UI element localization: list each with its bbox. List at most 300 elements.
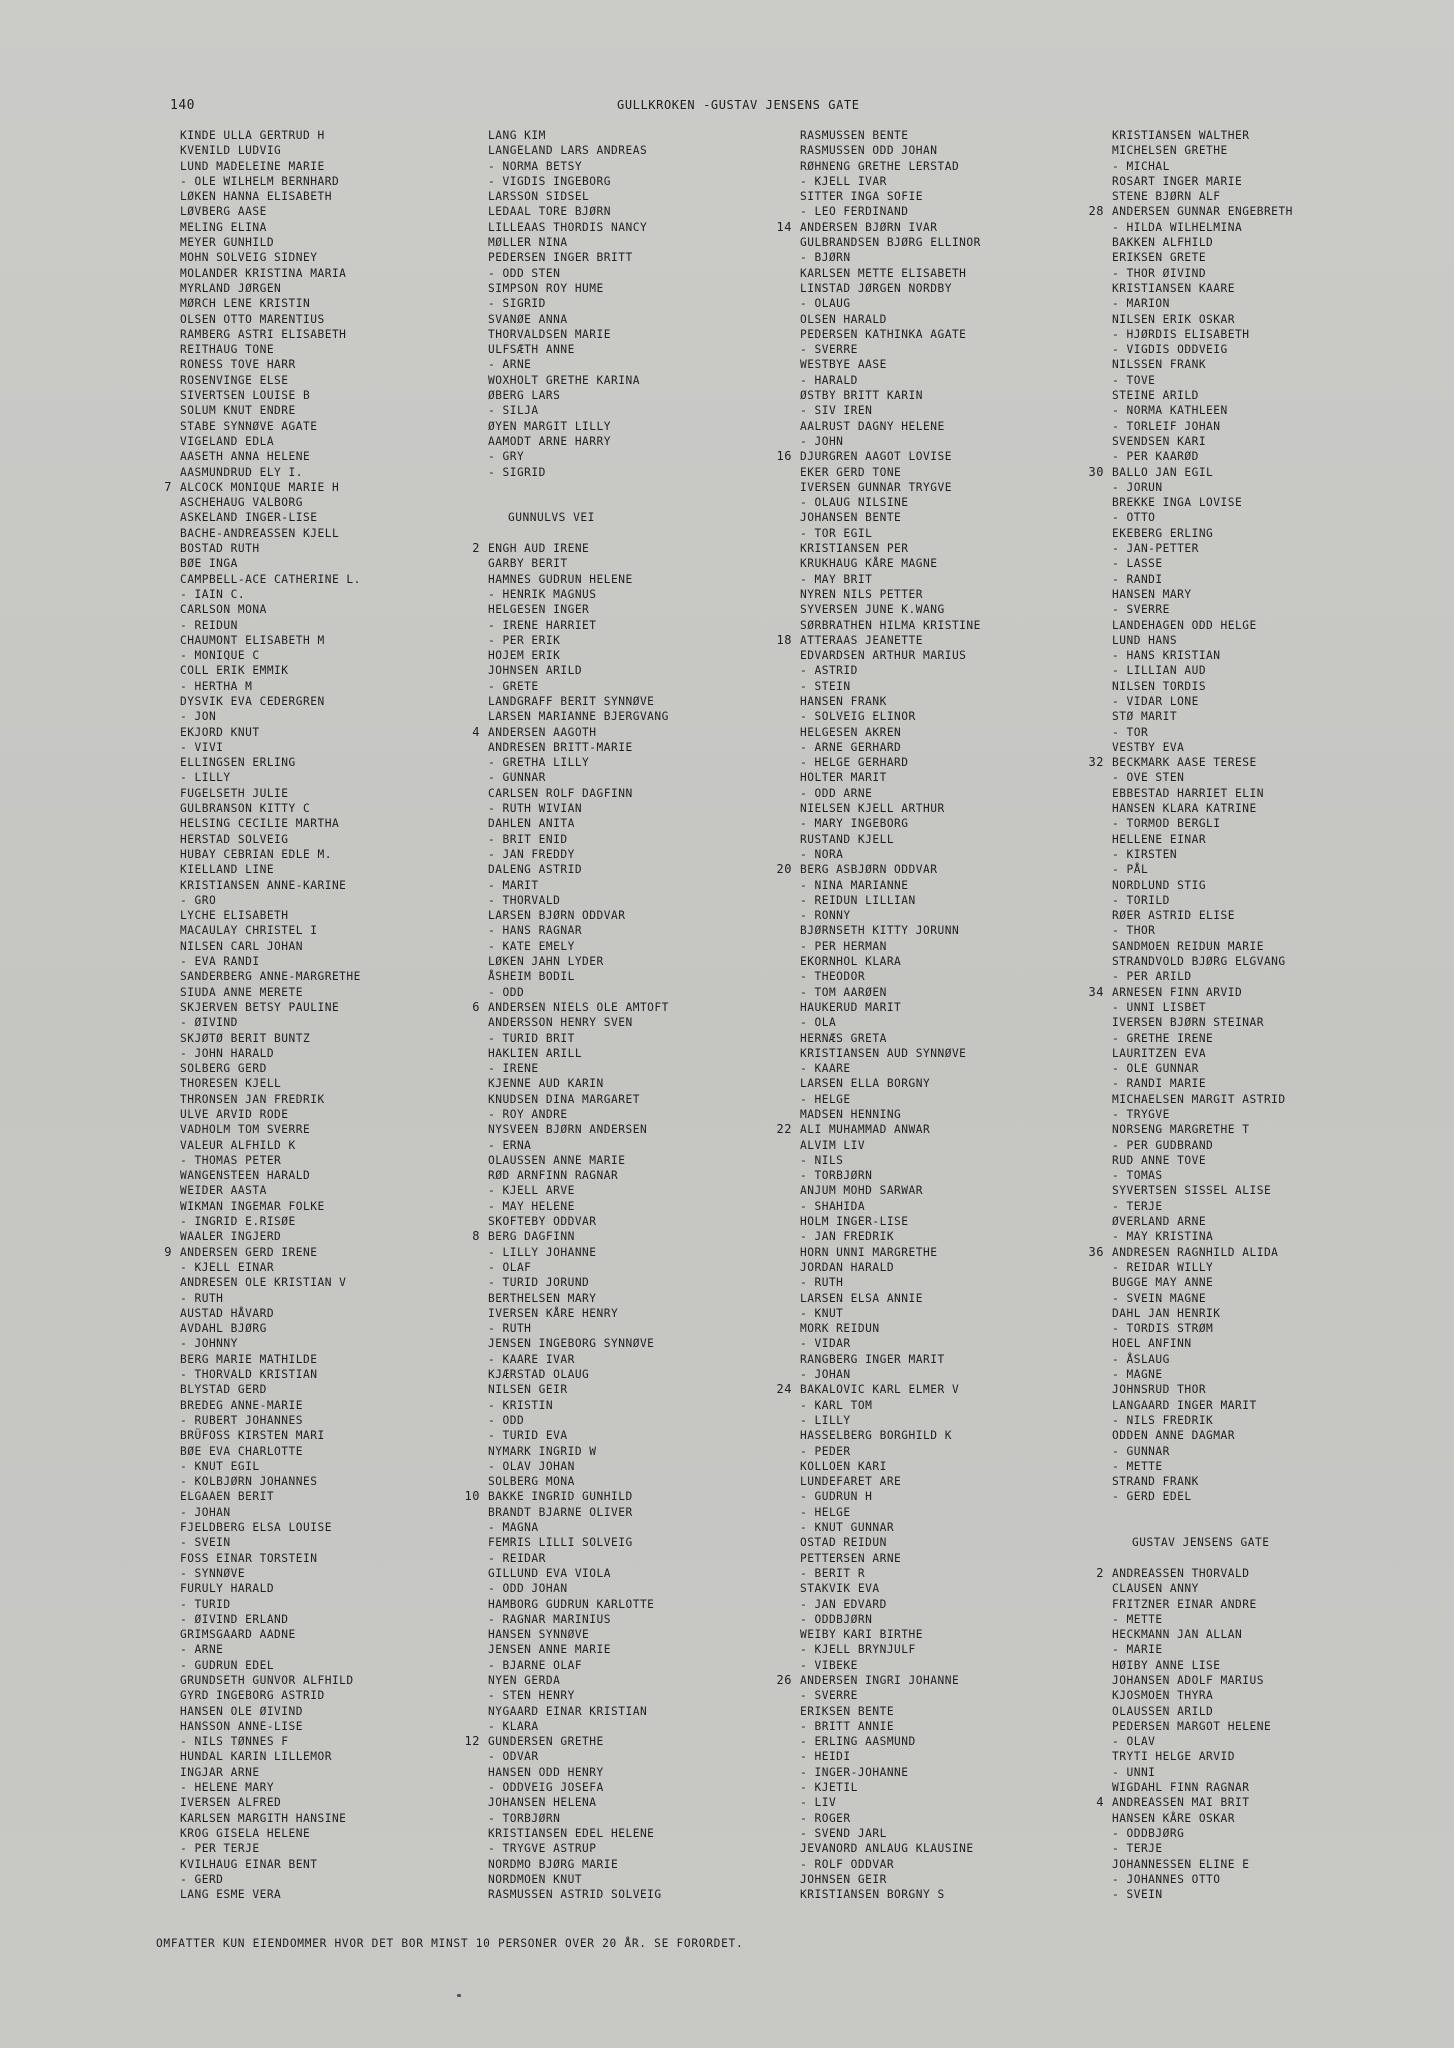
resident-name: DAHL JAN HENRIK xyxy=(1112,1306,1221,1320)
resident-row xyxy=(180,1015,470,1030)
resident-name: - OTTO xyxy=(1112,511,1156,525)
resident-row xyxy=(180,1061,470,1076)
resident-name: SITTER INGA SOFIE xyxy=(800,190,924,204)
resident-name: ANDRESEN BRITT-MARIE xyxy=(488,740,633,754)
resident-row xyxy=(180,618,470,633)
resident-name: - METTE xyxy=(1112,1612,1163,1626)
resident-row xyxy=(800,1031,1090,1046)
resident-row xyxy=(180,1413,470,1428)
resident-row xyxy=(800,204,1090,219)
resident-name: SIUDA ANNE MERETE xyxy=(180,985,304,999)
resident-name: - LILLIAN AUD xyxy=(1112,664,1207,678)
resident-name: - TURID BRIT xyxy=(488,1031,575,1045)
resident-row xyxy=(1088,984,1402,1000)
resident-row xyxy=(488,847,778,862)
resident-row xyxy=(488,908,778,923)
resident-name: BAKKE INGRID GUNHILD xyxy=(488,1490,633,1504)
resident-row xyxy=(180,526,470,541)
resident-name: KIELLAND LINE xyxy=(180,863,275,877)
resident-row xyxy=(1112,679,1402,694)
resident-row xyxy=(180,1107,470,1122)
resident-row xyxy=(180,174,470,189)
resident-name: BERG DAGFINN xyxy=(488,1230,575,1244)
resident-row xyxy=(800,618,1090,633)
resident-name: SOLBERG GERD xyxy=(180,1062,267,1076)
resident-row xyxy=(1112,1352,1402,1367)
resident-name: BØE INGA xyxy=(180,557,238,571)
resident-row xyxy=(180,786,470,801)
resident-row xyxy=(800,602,1090,617)
resident-row xyxy=(488,1428,778,1443)
resident-name: - IRENE HARRIET xyxy=(488,618,597,632)
resident-row xyxy=(180,663,470,678)
resident-name: - TORLEIF JOHAN xyxy=(1112,419,1221,433)
resident-row xyxy=(488,770,778,785)
resident-name: KINDE ULLA GERTRUD H xyxy=(180,129,325,142)
resident-name: - NORA xyxy=(800,847,844,861)
resident-row xyxy=(488,1612,778,1627)
resident-row xyxy=(800,1566,1090,1581)
resident-row xyxy=(1112,602,1402,617)
resident-row xyxy=(800,1076,1090,1091)
resident-name: HORN UNNI MARGRETHE xyxy=(800,1245,938,1259)
resident-row xyxy=(180,1719,470,1734)
resident-name: - TURID xyxy=(180,1597,231,1611)
resident-name: - KOLBJØRN JOHANNES xyxy=(180,1475,318,1489)
resident-name: THORVALDSEN MARIE xyxy=(488,327,612,341)
resident-row xyxy=(800,1229,1090,1244)
resident-name: SYVERTSEN SISSEL ALISE xyxy=(1112,1184,1272,1198)
resident-row xyxy=(800,1306,1090,1321)
resident-row xyxy=(488,1749,778,1764)
resident-row xyxy=(180,1704,470,1719)
resident-name: - KJELL EINAR xyxy=(180,1260,275,1274)
resident-name: - JOHN xyxy=(800,434,844,448)
resident-name: - VIGDIS ODDVEIG xyxy=(1112,343,1228,357)
resident-row xyxy=(800,832,1090,847)
resident-name: HAMBORG GUDRUN KARLOTTE xyxy=(488,1597,655,1611)
resident-row xyxy=(1112,388,1402,403)
resident-name: BRÜFOSS KIRSTEN MARI xyxy=(180,1429,325,1443)
resident-row xyxy=(488,1199,778,1214)
resident-row xyxy=(488,312,778,327)
resident-name: LANDEHAGEN ODD HELGE xyxy=(1112,618,1257,632)
resident-name: IVERSEN BJØRN STEINAR xyxy=(1112,1016,1264,1030)
resident-name: HANSEN FRANK xyxy=(800,694,887,708)
resident-name: KRUKHAUG KÅRE MAGNE xyxy=(800,557,938,571)
resident-row xyxy=(488,1841,778,1856)
resident-row xyxy=(488,1505,778,1520)
resident-row xyxy=(488,1459,778,1474)
resident-name: WIGDAHL FINN RAGNAR xyxy=(1112,1781,1250,1795)
resident-row xyxy=(800,1765,1090,1780)
resident-row xyxy=(1112,1719,1402,1734)
resident-row xyxy=(488,1765,778,1780)
resident-row xyxy=(800,1245,1090,1260)
resident-row xyxy=(488,1076,778,1091)
resident-row xyxy=(180,266,470,281)
resident-row xyxy=(180,1122,470,1137)
resident-name: FJELDBERG ELSA LOUISE xyxy=(180,1521,332,1535)
resident-row xyxy=(1112,1887,1402,1902)
resident-row xyxy=(488,495,778,510)
resident-row xyxy=(800,1183,1090,1198)
resident-row xyxy=(180,556,470,571)
resident-row xyxy=(1112,1597,1402,1612)
resident-row xyxy=(180,954,470,969)
resident-row xyxy=(1112,1138,1402,1153)
resident-name: LILLEAAS THORDIS NANCY xyxy=(488,220,648,234)
resident-name: KNUDSEN DINA MARGARET xyxy=(488,1092,640,1106)
resident-row xyxy=(180,1000,470,1015)
resident-name: KRISTIANSEN ANNE-KARINE xyxy=(180,878,347,892)
column-4 xyxy=(1088,128,1402,1902)
house-number: 6 xyxy=(472,999,480,1014)
resident-row xyxy=(180,1872,470,1887)
resident-row xyxy=(180,1612,470,1627)
resident-row xyxy=(180,847,470,862)
resident-row xyxy=(488,602,778,617)
resident-row xyxy=(800,969,1090,984)
resident-row xyxy=(1112,1749,1402,1764)
resident-row xyxy=(180,1489,470,1504)
resident-row xyxy=(1096,1565,1402,1581)
resident-name: ROSENVINGE ELSE xyxy=(180,373,289,387)
resident-name: KJOSMOEN THYRA xyxy=(1112,1689,1214,1703)
resident-name: - THORVALD KRISTIAN xyxy=(180,1368,318,1382)
resident-row xyxy=(1112,1520,1402,1535)
resident-row xyxy=(1112,1046,1402,1061)
resident-row xyxy=(180,694,470,709)
resident-name: - OLE WILHELM BERNHARD xyxy=(180,174,340,188)
resident-row xyxy=(1112,1627,1402,1642)
resident-name: - TRYGVE xyxy=(1112,1108,1170,1121)
resident-name: - OLAV JOHAN xyxy=(488,1459,575,1473)
resident-name: ANDRESEN RAGNHILD ALIDA xyxy=(1112,1245,1279,1259)
resident-row xyxy=(1088,464,1402,480)
resident-row xyxy=(1112,1780,1402,1795)
resident-name: - TOM AARØEN xyxy=(800,985,887,999)
resident-name: - ODDVEIG JOSEFA xyxy=(488,1781,604,1795)
resident-name: - HELGE GERHARD xyxy=(800,756,909,770)
resident-name: - KNUT GUNNAR xyxy=(800,1521,895,1535)
resident-name: - KLARA xyxy=(488,1719,539,1733)
resident-name: HANSEN ODD HENRY xyxy=(488,1765,604,1779)
resident-name: - JAN FREDDY xyxy=(488,847,575,861)
resident-name: KOLLOEN KARI xyxy=(800,1459,887,1473)
resident-name: ØVERLAND ARNE xyxy=(1112,1215,1207,1229)
resident-row xyxy=(180,1505,470,1520)
resident-name: PEDERSEN MARGOT HELENE xyxy=(1112,1719,1272,1733)
resident-name: - ODDBJØRN xyxy=(800,1612,873,1626)
resident-name: - RANDI xyxy=(1112,572,1163,586)
resident-name: - MARION xyxy=(1112,297,1170,311)
resident-name: NORSENG MARGRETHE T xyxy=(1112,1123,1250,1137)
resident-name: HØIBY ANNE LISE xyxy=(1112,1658,1221,1672)
resident-row xyxy=(776,449,1090,464)
resident-name: STRANDVOLD BJØRG ELGVANG xyxy=(1112,955,1286,969)
resident-name: KRISTIANSEN BORGNY S xyxy=(800,1888,945,1902)
resident-row xyxy=(180,1841,470,1856)
resident-row xyxy=(180,1260,470,1275)
resident-name: RUD ANNE TOVE xyxy=(1112,1153,1207,1167)
resident-row xyxy=(180,495,470,510)
resident-name: - KATE EMELY xyxy=(488,939,575,953)
resident-row xyxy=(800,1811,1090,1826)
resident-name: NYSVEEN BJØRN ANDERSEN xyxy=(488,1123,648,1137)
resident-row xyxy=(488,449,778,464)
resident-name: OLSEN HARALD xyxy=(800,312,887,326)
resident-row xyxy=(800,648,1090,663)
resident-name: EKORNHOL KLARA xyxy=(800,955,902,969)
resident-row xyxy=(1112,1199,1402,1214)
resident-row xyxy=(800,1153,1090,1168)
resident-name: EDVARDSEN ARTHUR MARIUS xyxy=(800,649,967,663)
resident-row xyxy=(1112,847,1402,862)
resident-row xyxy=(1112,1673,1402,1688)
house-number: 8 xyxy=(472,1229,480,1244)
resident-name: - OLAV xyxy=(1112,1735,1156,1749)
resident-row xyxy=(1112,434,1402,449)
resident-name: NORDMOEN KNUT xyxy=(488,1872,583,1886)
resident-name: HOLTER MARIT xyxy=(800,771,887,785)
resident-name: - ARNE GERHARD xyxy=(800,740,902,754)
resident-name: CHAUMONT ELISABETH M xyxy=(180,633,325,647)
resident-name: STEINE ARILD xyxy=(1112,389,1199,403)
resident-row xyxy=(800,755,1090,770)
resident-row xyxy=(488,1719,778,1734)
resident-name: HUNDAL KARIN LILLEMOR xyxy=(180,1750,332,1764)
resident-row xyxy=(800,159,1090,174)
resident-name: - SHAHIDA xyxy=(800,1199,866,1213)
resident-row xyxy=(1112,312,1402,327)
resident-row xyxy=(1112,1612,1402,1627)
resident-name: - STEN HENRY xyxy=(488,1689,575,1703)
resident-row xyxy=(800,878,1090,893)
resident-row xyxy=(180,1428,470,1443)
resident-name: SKOFTEBY ODDVAR xyxy=(488,1215,597,1229)
resident-row xyxy=(1112,1505,1402,1520)
resident-name: - KARL TOM xyxy=(800,1398,873,1412)
resident-row xyxy=(800,740,1090,755)
resident-row xyxy=(488,862,778,877)
resident-row xyxy=(1112,1734,1402,1749)
resident-name: - NILS TØNNES F xyxy=(180,1735,289,1749)
resident-row xyxy=(1112,740,1402,755)
resident-name: - PER ARILD xyxy=(1112,970,1192,984)
resident-name: - UNNI xyxy=(1112,1765,1156,1779)
resident-name: FRITZNER EINAR ANDRE xyxy=(1112,1597,1257,1611)
resident-name: ANDERSEN BJØRN IVAR xyxy=(800,220,938,234)
resident-row xyxy=(180,250,470,265)
resident-row xyxy=(800,770,1090,785)
resident-name: ELGAAEN BERIT xyxy=(180,1490,275,1504)
resident-row xyxy=(180,1275,470,1290)
resident-row xyxy=(180,862,470,877)
resident-row xyxy=(800,1627,1090,1642)
resident-name: RØHNENG GRETHE LERSTAD xyxy=(800,159,960,173)
resident-row xyxy=(488,1352,778,1367)
resident-name: PETTERSEN ARNE xyxy=(800,1551,902,1565)
resident-row xyxy=(180,449,470,464)
resident-row xyxy=(1112,1658,1402,1673)
resident-row xyxy=(800,1214,1090,1229)
resident-row xyxy=(488,465,778,480)
resident-row xyxy=(800,1857,1090,1872)
resident-name: ANDERSEN INGRI JOHANNE xyxy=(800,1673,960,1687)
resident-name: NILSEN CARL JOHAN xyxy=(180,939,304,953)
resident-row xyxy=(1088,204,1402,219)
resident-name: - GUNNAR xyxy=(1112,1444,1170,1458)
resident-row xyxy=(180,1642,470,1657)
resident-row xyxy=(800,342,1090,357)
resident-name: LARSEN BJØRN ODDVAR xyxy=(488,909,626,923)
resident-name: CARLSEN ROLF DAGFINN xyxy=(488,786,633,800)
resident-name: SVANØE ANNA xyxy=(488,312,568,326)
resident-name: SIVERTSEN LOUISE B xyxy=(180,389,311,403)
resident-name: - JOHAN xyxy=(180,1505,231,1519)
resident-name: - OLA xyxy=(800,1016,837,1030)
resident-row xyxy=(488,1015,778,1030)
resident-name: EKEBERG ERLING xyxy=(1112,526,1214,540)
resident-row xyxy=(488,1336,778,1351)
resident-row xyxy=(180,419,470,434)
resident-row xyxy=(1112,1122,1402,1137)
resident-name: - JAN FREDRIK xyxy=(800,1230,895,1244)
resident-name: - KAARE xyxy=(800,1062,851,1076)
resident-name: HELGESEN INGER xyxy=(488,603,590,617)
resident-row xyxy=(180,923,470,938)
resident-name: BØE EVA CHARLOTTE xyxy=(180,1444,304,1458)
resident-name: - KJELL ARVE xyxy=(488,1184,575,1198)
resident-name: JOHANSEN HELENA xyxy=(488,1796,597,1810)
resident-row xyxy=(1112,1857,1402,1872)
resident-row xyxy=(180,725,470,740)
resident-row xyxy=(1112,1444,1402,1459)
resident-name: - PÅL xyxy=(1112,863,1149,877)
street-heading xyxy=(488,510,778,525)
resident-name: JOHNSRUD THOR xyxy=(1112,1383,1207,1397)
resident-name: - VIBEKE xyxy=(800,1658,858,1672)
resident-row xyxy=(1112,1107,1402,1122)
resident-row xyxy=(488,755,778,770)
resident-name: - HILDA WILHELMINA xyxy=(1112,220,1243,234)
resident-name: RASMUSSEN ASTRID SOLVEIG xyxy=(488,1888,662,1902)
resident-name: BUGGE MAY ANNE xyxy=(1112,1276,1214,1290)
resident-row xyxy=(180,189,470,204)
resident-row xyxy=(1112,694,1402,709)
resident-row xyxy=(1112,235,1402,250)
resident-name: HELSING CECILIE MARTHA xyxy=(180,817,340,831)
resident-row xyxy=(1112,1275,1402,1290)
resident-name: RANGBERG INGER MARIT xyxy=(800,1352,945,1366)
resident-name: RASMUSSEN ODD JOHAN xyxy=(800,144,938,158)
resident-name: ANDREASSEN THORVALD xyxy=(1112,1566,1250,1580)
resident-name: - METTE xyxy=(1112,1459,1163,1473)
house-number: 4 xyxy=(1096,1795,1104,1810)
resident-row xyxy=(180,1382,470,1397)
resident-row xyxy=(1112,633,1402,648)
resident-row xyxy=(488,694,778,709)
resident-row xyxy=(800,1291,1090,1306)
resident-name: KROG GISELA HELENE xyxy=(180,1826,311,1840)
resident-row xyxy=(1112,1061,1402,1076)
resident-name: - PER KAARØD xyxy=(1112,450,1199,464)
resident-name: LINSTAD JØRGEN NORDBY xyxy=(800,281,952,295)
resident-row xyxy=(488,250,778,265)
resident-row xyxy=(800,587,1090,602)
resident-name: BJØRNSETH KITTY JORUNN xyxy=(800,924,960,938)
resident-row xyxy=(800,373,1090,388)
resident-row xyxy=(800,1520,1090,1535)
resident-row xyxy=(1112,1367,1402,1382)
resident-name: LUNDEFARET ARE xyxy=(800,1475,902,1489)
resident-name: ØSTBY BRITT KARIN xyxy=(800,389,924,403)
resident-name: ANDRESEN OLE KRISTIAN V xyxy=(180,1276,347,1290)
resident-row xyxy=(180,1658,470,1673)
resident-row xyxy=(1112,495,1402,510)
resident-name: SYVERSEN JUNE K.WANG xyxy=(800,603,945,617)
resident-row xyxy=(488,878,778,893)
resident-name: NYGAARD EINAR KRISTIAN xyxy=(488,1704,648,1718)
resident-row xyxy=(180,1887,470,1902)
resident-row xyxy=(488,1138,778,1153)
resident-name: MØRCH LENE KRISTIN xyxy=(180,297,311,311)
resident-row xyxy=(180,1031,470,1046)
resident-name: GRIMSGAARD AADNE xyxy=(180,1628,296,1642)
resident-row xyxy=(180,1597,470,1612)
resident-name: HELGESEN AKREN xyxy=(800,725,902,739)
resident-row xyxy=(180,1826,470,1841)
resident-name: - LILLY xyxy=(180,771,231,785)
resident-row xyxy=(776,862,1090,877)
resident-name: ASCHEHAUG VALBORG xyxy=(180,496,304,510)
resident-name: - KNUT xyxy=(800,1306,844,1320)
resident-name: - JAN EDVARD xyxy=(800,1597,887,1611)
resident-row xyxy=(1112,770,1402,785)
resident-name: DAHLEN ANITA xyxy=(488,817,575,831)
resident-row xyxy=(800,694,1090,709)
resident-row xyxy=(488,740,778,755)
resident-row xyxy=(1112,159,1402,174)
resident-name: - INGRID E.RISØE xyxy=(180,1215,296,1229)
resident-row xyxy=(1112,1826,1402,1841)
resident-row xyxy=(180,878,470,893)
resident-name: SVENDSEN KARI xyxy=(1112,434,1207,448)
house-number: 20 xyxy=(776,862,792,877)
resident-name: TRYTI HELGE ARVID xyxy=(1112,1750,1236,1764)
resident-row xyxy=(800,1444,1090,1459)
resident-row xyxy=(776,219,1090,235)
resident-row xyxy=(488,709,778,724)
resident-row xyxy=(488,1122,778,1137)
resident-row xyxy=(800,1658,1090,1673)
resident-row xyxy=(488,1031,778,1046)
resident-name: ANDERSEN NIELS OLE AMTOFT xyxy=(488,1000,669,1014)
resident-name: - GERD EDEL xyxy=(1112,1490,1192,1504)
resident-name: - ARNE xyxy=(180,1643,224,1657)
resident-name: - LIV xyxy=(800,1796,837,1810)
resident-row xyxy=(1112,250,1402,265)
resident-name: - TOMAS xyxy=(1112,1169,1163,1183)
resident-row xyxy=(800,1535,1090,1550)
resident-row xyxy=(180,1673,470,1688)
resident-row xyxy=(488,220,778,235)
resident-name: AASMUNDRUD ELY I. xyxy=(180,465,304,479)
resident-row xyxy=(1112,1092,1402,1107)
resident-name: - THOR ØIVIND xyxy=(1112,266,1207,280)
house-number: 30 xyxy=(1088,464,1104,479)
